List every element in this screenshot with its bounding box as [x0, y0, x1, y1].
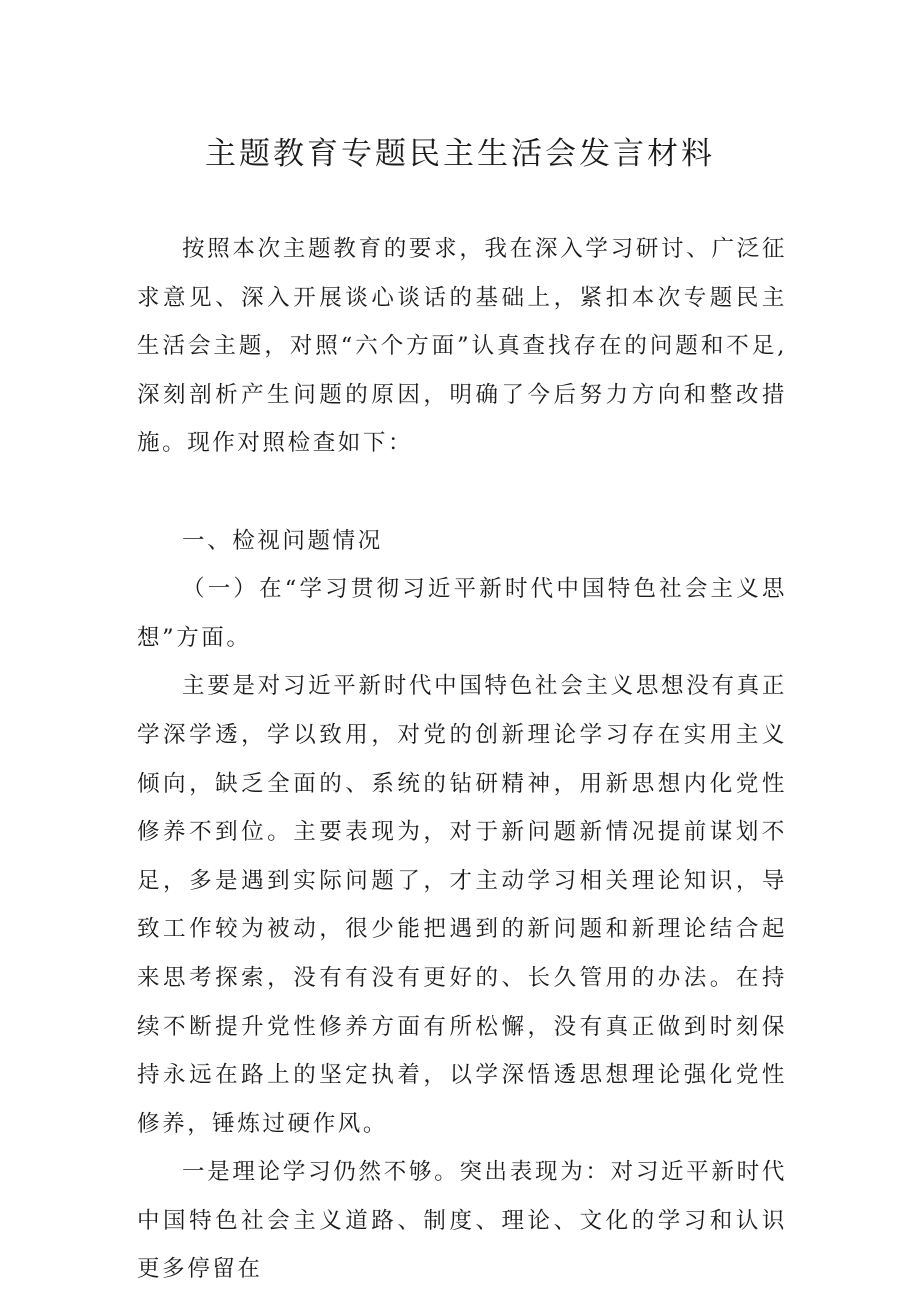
paragraph-gap	[137, 468, 787, 517]
document-body	[137, 225, 787, 1294]
subsection-heading: （一）在“学习贯彻习近平新时代中国特色社会主义思想”方面。	[137, 576, 787, 651]
intro-paragraph: 按照本次主题教育的要求，我在深入学习研讨、广泛征求意见、深入开展谈心谈话的基础上，紧扣本次专题民主生活会主题，对照“六个方面”认真查找存在的问题和不足,深刻剖析产生问题的原因，明确了今后努力方向和整改措施。现作对照检查如下：	[137, 236, 787, 457]
document-title: 主题教育专题民主生活会发言材料	[205, 136, 715, 172]
body-paragraph: 一是理论学习仍然不够。突出表现为：对习近平新时代中国特色社会主义道路、制度、理论、文化的学习和认识更多停留在	[137, 1159, 787, 1283]
section-heading: 一、检视问题情况	[182, 527, 383, 554]
body-paragraph: 主要是对习近平新时代中国特色社会主义思想没有真正学深学透，学以致用，对党的创新理论学习存在实用主义倾向，缺乏全面的、系统的钻研精神，用新思想内化党性修养不到位。主要表现为，对于新问题新情况提前谋划不足，多是遇到实际问题了，才主动学习相关理论知识，导致工作较为被动，很少能把遇到的新问题和新理论结合起来思考探索，没有有没有更好的、长久管用的办法。在持续不断提升党性修养方面有所松懈，没有真正做到时刻保持永远在路上的坚定执着，以学深悟透思想理论强化党性修养，锤炼过硬作风。	[137, 673, 787, 1137]
